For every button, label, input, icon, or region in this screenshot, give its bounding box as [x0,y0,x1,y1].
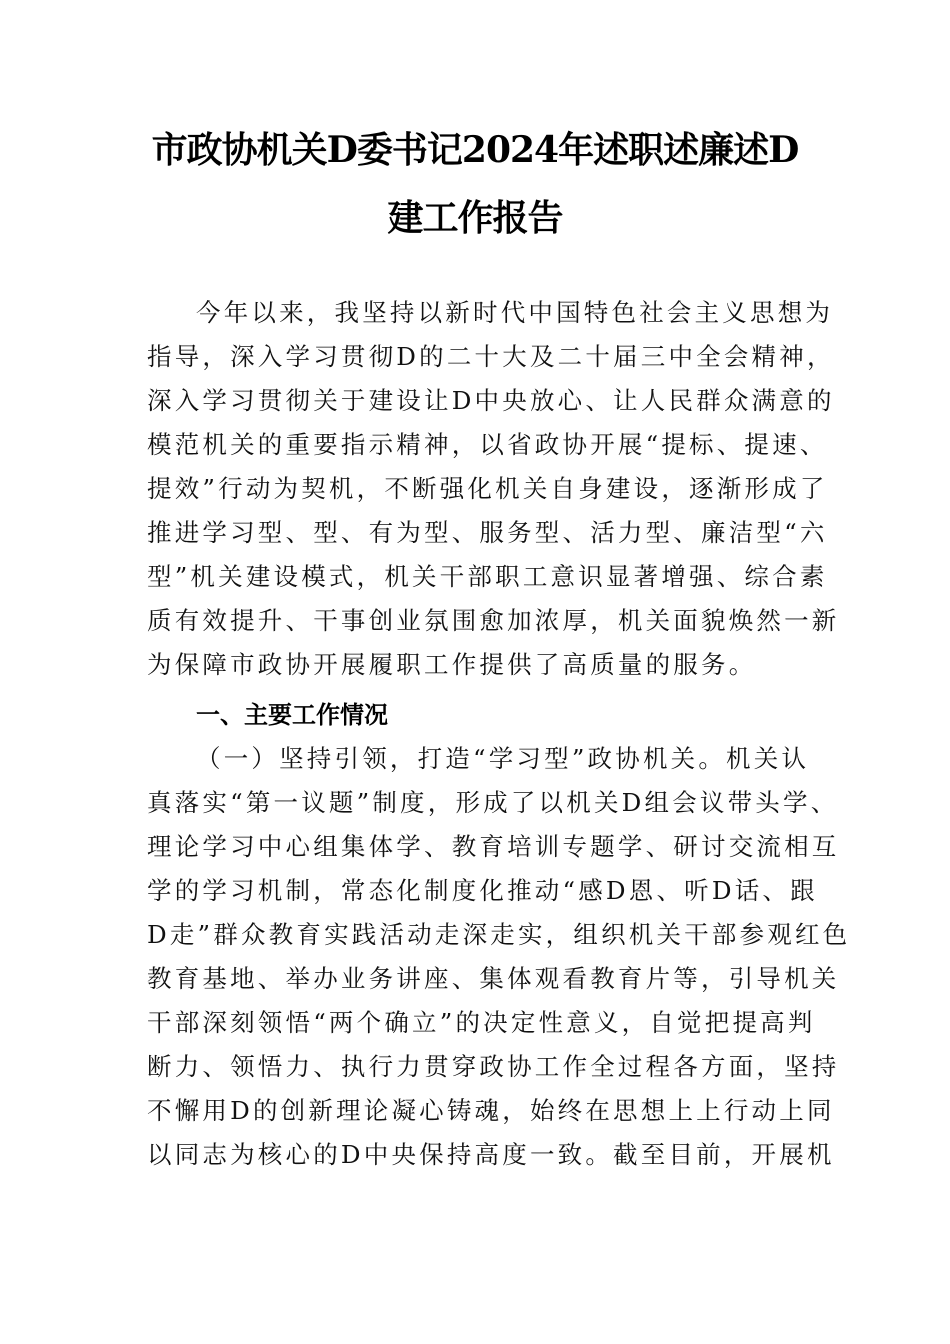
paragraph-line: 为保障市政协开展履职工作提供了高质量的服务。 [147,650,757,679]
paragraph-line: D走”群众教育实践活动走深走实，组织机关干部参观红色 [147,920,851,949]
paragraph-line: 以同志为核心的D中央保持高度一致。截至目前，开展机 [147,1140,835,1169]
document-title-line-1: 市政协机关D委书记2024年述职述廉述D [151,129,799,171]
paragraph-line: 提效”行动为契机，不断强化机关自身建设，逐渐形成了 [147,474,828,503]
paragraph-line: 模范机关的重要指示精神，以省政协开展“提标、提速、 [147,430,828,459]
paragraph-line: 推进学习型、型、有为型、服务型、活力型、廉洁型“六 [147,518,828,547]
paragraph-line: 学的学习机制，常态化制度化推动“感D恩、听D话、跟 [147,876,818,905]
paragraph-line: 型”机关建设模式，机关干部职工意识显著增强、综合素 [147,562,828,591]
paragraph-line: 教育基地、举办业务讲座、集体观看教育片等，引导机关 [147,964,840,993]
document-title-line-2: 建工作报告 [387,197,563,239]
paragraph-line: 深入学习贯彻关于建设让D中央放心、让人民群众满意的 [147,386,835,415]
paragraph-line: 真落实“第一议题”制度，形成了以机关D组会议带头学、 [147,788,839,817]
paragraph-line: 不懈用D的创新理论凝心铸魂，始终在思想上上行动上同 [147,1096,835,1125]
paragraph-line: 干部深刻领悟“两个确立”的决定性意义，自觉把提高判 [147,1008,816,1037]
paragraph-line: 今年以来，我坚持以新时代中国特色社会主义思想为 [196,298,834,327]
paragraph-line: 指导，深入学习贯彻D的二十大及二十届三中全会精神， [147,342,835,371]
paragraph-line: 质有效提升、干事创业氛围愈加浓厚，机关面貌焕然一新 [147,606,840,635]
section-heading: 一、主要工作情况 [196,701,388,729]
paragraph-line: 理论学习中心组集体学、教育培训专题学、研讨交流相互 [147,832,840,861]
paragraph-line: 断力、领悟力、执行力贯穿政协工作全过程各方面，坚持 [147,1052,840,1081]
paragraph-line: （一）坚持引领，打造“学习型”政协机关。机关认 [196,744,810,773]
